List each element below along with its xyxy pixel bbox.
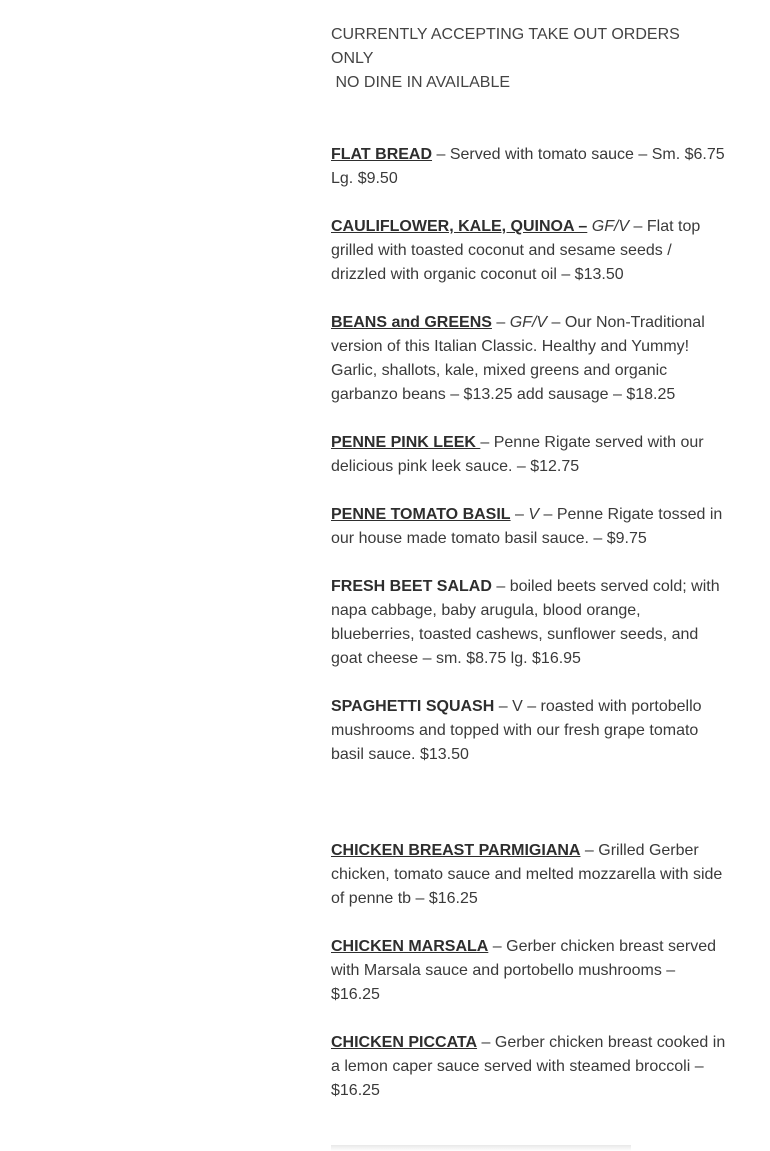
menu-item-description: boiled beets served cold; with napa cabbage, baby arugula, blood orange, blueberries, toasted cashews, sunflower seeds, and goat cheese – sm. $8.75 lg. $16.95 bbox=[331, 578, 720, 667]
menu-item-separator: – bbox=[491, 578, 510, 595]
menu-item-diet-tag: V bbox=[528, 506, 540, 523]
cutoff-line bbox=[331, 1145, 631, 1151]
menu-item bbox=[331, 1031, 726, 1103]
menu-item bbox=[331, 143, 726, 191]
menu-item-separator: – bbox=[580, 842, 599, 859]
menu-item-name: BEANS and GREENS bbox=[331, 314, 492, 331]
notice-line-1: CURRENTLY ACCEPTING TAKE OUT ORDERS ONLY bbox=[331, 26, 680, 67]
menu-item bbox=[331, 839, 726, 911]
menu-item-separator: – bbox=[491, 314, 510, 331]
menu-item-description: Served with tomato sauce – Sm. $6.75 Lg. $9.50 bbox=[331, 146, 725, 187]
menu-item-description: – Penne Rigate tossed in our house made tomato basil sauce. – $9.75 bbox=[331, 506, 723, 547]
menu-list-chicken bbox=[331, 839, 726, 1103]
menu-item-description: Gerber chicken breast cooked in a lemon caper sauce served with steamed broccoli – $16.25 bbox=[331, 1034, 726, 1099]
menu-item-description: Gerber chicken breast served with Marsala sauce and portobello mushrooms – $16.25 bbox=[331, 938, 716, 1003]
menu-item bbox=[331, 935, 726, 1007]
menu-item bbox=[331, 575, 726, 671]
menu-list-vegetarian bbox=[331, 143, 726, 767]
menu-item bbox=[331, 311, 726, 407]
menu-item-name: PENNE TOMATO BASIL bbox=[331, 506, 511, 523]
menu-item bbox=[331, 431, 726, 479]
menu-item bbox=[331, 215, 726, 287]
menu-item-name: FLAT BREAD bbox=[331, 146, 433, 163]
menu-item-name: FRESH BEET SALAD bbox=[331, 578, 492, 595]
next-item-cutoff bbox=[331, 1127, 726, 1151]
menu-item-separator: – bbox=[510, 506, 529, 523]
menu-item-diet-tag: GF/V bbox=[591, 218, 630, 235]
menu-item-separator: – bbox=[488, 938, 507, 955]
menu-item-description: Grilled Gerber chicken, tomato sauce and melted mozzarella with side of penne tb – $16.25 bbox=[331, 842, 723, 907]
menu-item-description: – Penne Rigate served with our delicious pink leek sauce. – $12.75 bbox=[331, 434, 704, 475]
spacer bbox=[331, 95, 726, 143]
menu-item-name: CHICKEN BREAST PARMIGIANA bbox=[331, 842, 581, 859]
menu-item-diet-tag: GF/V bbox=[509, 314, 548, 331]
menu-item-name: SPAGHETTI SQUASH bbox=[331, 698, 495, 715]
menu-content bbox=[331, 23, 726, 1151]
menu-item-name: CHICKEN MARSALA bbox=[331, 938, 489, 955]
menu-item-separator: – bbox=[494, 698, 513, 715]
menu-item-name: PENNE PINK LEEK bbox=[331, 434, 481, 451]
menu-item-description: V – roasted with portobello mushrooms and topped with our fresh grape tomato basil sauce. $13.50 bbox=[331, 698, 702, 763]
menu-item bbox=[331, 503, 726, 551]
menu-item-description: – Flat top grilled with toasted coconut and sesame seeds / drizzled with organic coconut oil – $13.50 bbox=[331, 218, 701, 283]
section-gap bbox=[331, 791, 726, 839]
menu-item-separator: – bbox=[432, 146, 450, 163]
menu-item-name: CHICKEN PICCATA bbox=[331, 1034, 478, 1051]
notice-line-2: NO DINE IN AVAILABLE bbox=[331, 74, 511, 91]
takeout-notice bbox=[331, 23, 726, 95]
menu-item-description: – Our Non-Traditional version of this Italian Classic. Healthy and Yummy! Garlic, shallots, kale, mixed greens and organic garbanzo beans – $13.25 add sausage – $18.25 bbox=[331, 314, 705, 403]
menu-item-name: CAULIFLOWER, KALE, QUINOA – bbox=[331, 218, 588, 235]
menu-item-separator: – bbox=[477, 1034, 495, 1051]
menu-item bbox=[331, 695, 726, 767]
